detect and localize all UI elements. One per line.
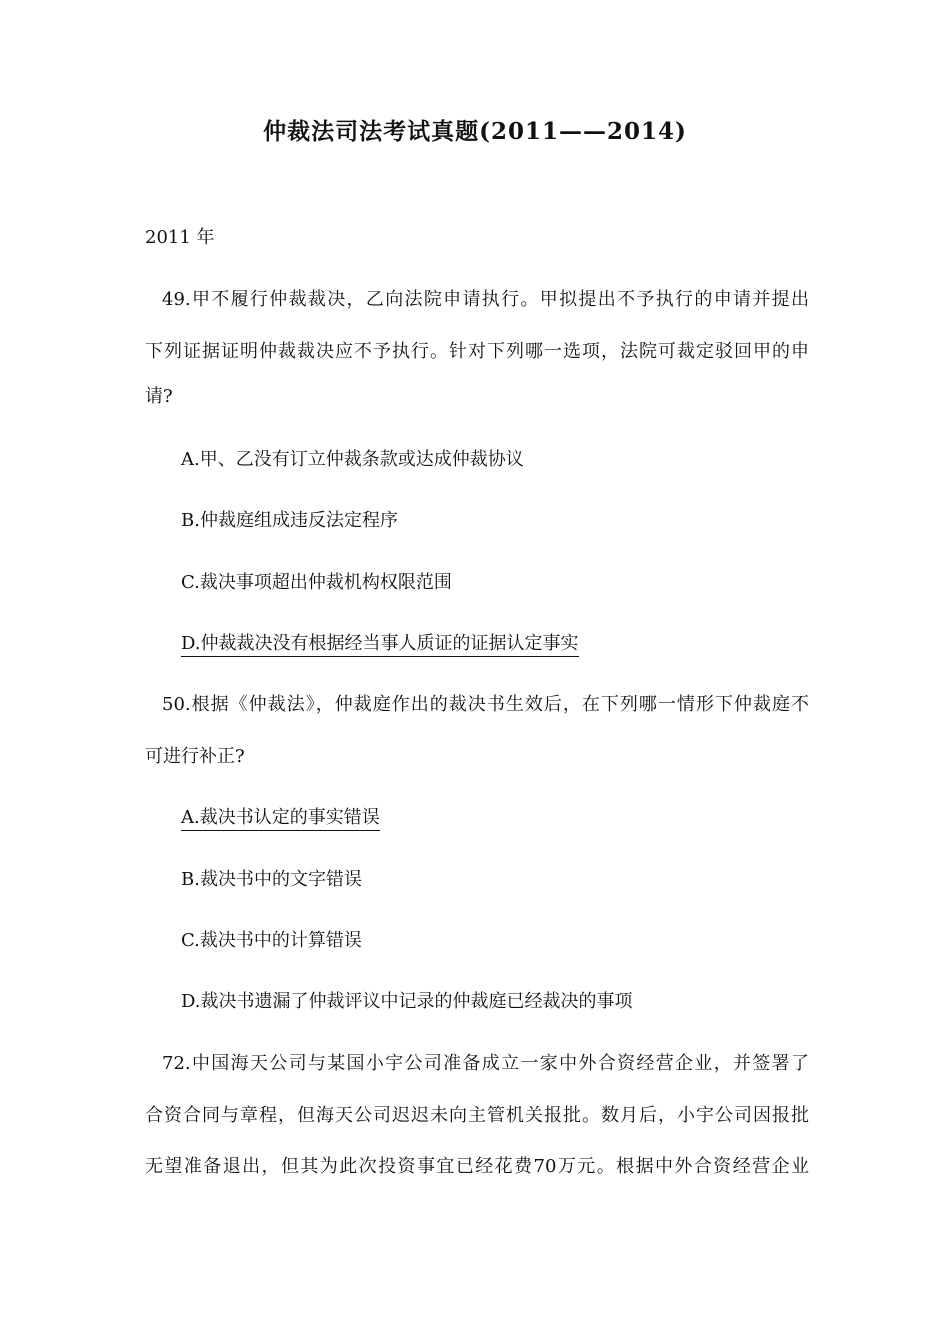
question-50-option-d: D.裁决书遗漏了仲裁评议中记录的仲裁庭已经裁决的事项 — [181, 991, 633, 1012]
marked-answer-underline: A.裁决书认定的事实错误 — [181, 807, 380, 831]
question-49-stem-line-3: 请? — [145, 386, 173, 407]
question-49-option-b: B.仲裁庭组成违反法定程序 — [181, 510, 398, 531]
question-72-stem-line-1: 72.中国海天公司与某国小宇公司准备成立一家中外合资经营企业，并签署了 — [162, 1053, 809, 1074]
question-50-option-b: B.裁决书中的文字错误 — [181, 869, 362, 890]
question-72-stem-line-3: 无望准备退出，但其为此次投资事宜已经花费70万元。根据中外合资经营企业 — [145, 1156, 809, 1177]
question-72-stem-line-2: 合资合同与章程，但海天公司迟迟未向主管机关报批。数月后，小宇公司因报批 — [145, 1105, 809, 1126]
question-50-option-c: C.裁决书中的计算错误 — [181, 930, 362, 951]
question-49-option-a: A.甲、乙没有订立仲裁条款或达成仲裁协议 — [181, 449, 524, 470]
question-49-stem-line-2: 下列证据证明仲裁裁决应不予执行。针对下列哪一选项，法院可裁定驳回甲的申 — [145, 341, 809, 362]
question-50-stem-line-2: 可进行补正? — [145, 746, 245, 767]
marked-answer-underline: D.仲裁裁决没有根据经当事人质证的证据认定事实 — [181, 633, 579, 657]
question-49-stem-line-1: 49.甲不履行仲裁裁决，乙向法院申请执行。甲拟提出不予执行的申请并提出 — [162, 289, 809, 310]
year-heading: 2011 年 — [145, 227, 215, 248]
question-49-option-c: C.裁决事项超出仲裁机构权限范围 — [181, 572, 452, 593]
question-50-stem-line-1: 50.根据《仲裁法》，仲裁庭作出的裁决书生效后，在下列哪一情形下仲裁庭不 — [162, 694, 809, 715]
question-49-option-d — [181, 631, 579, 657]
document-title: 仲裁法司法考试真题(2011——2014) — [263, 118, 687, 145]
question-50-option-a — [181, 805, 380, 831]
